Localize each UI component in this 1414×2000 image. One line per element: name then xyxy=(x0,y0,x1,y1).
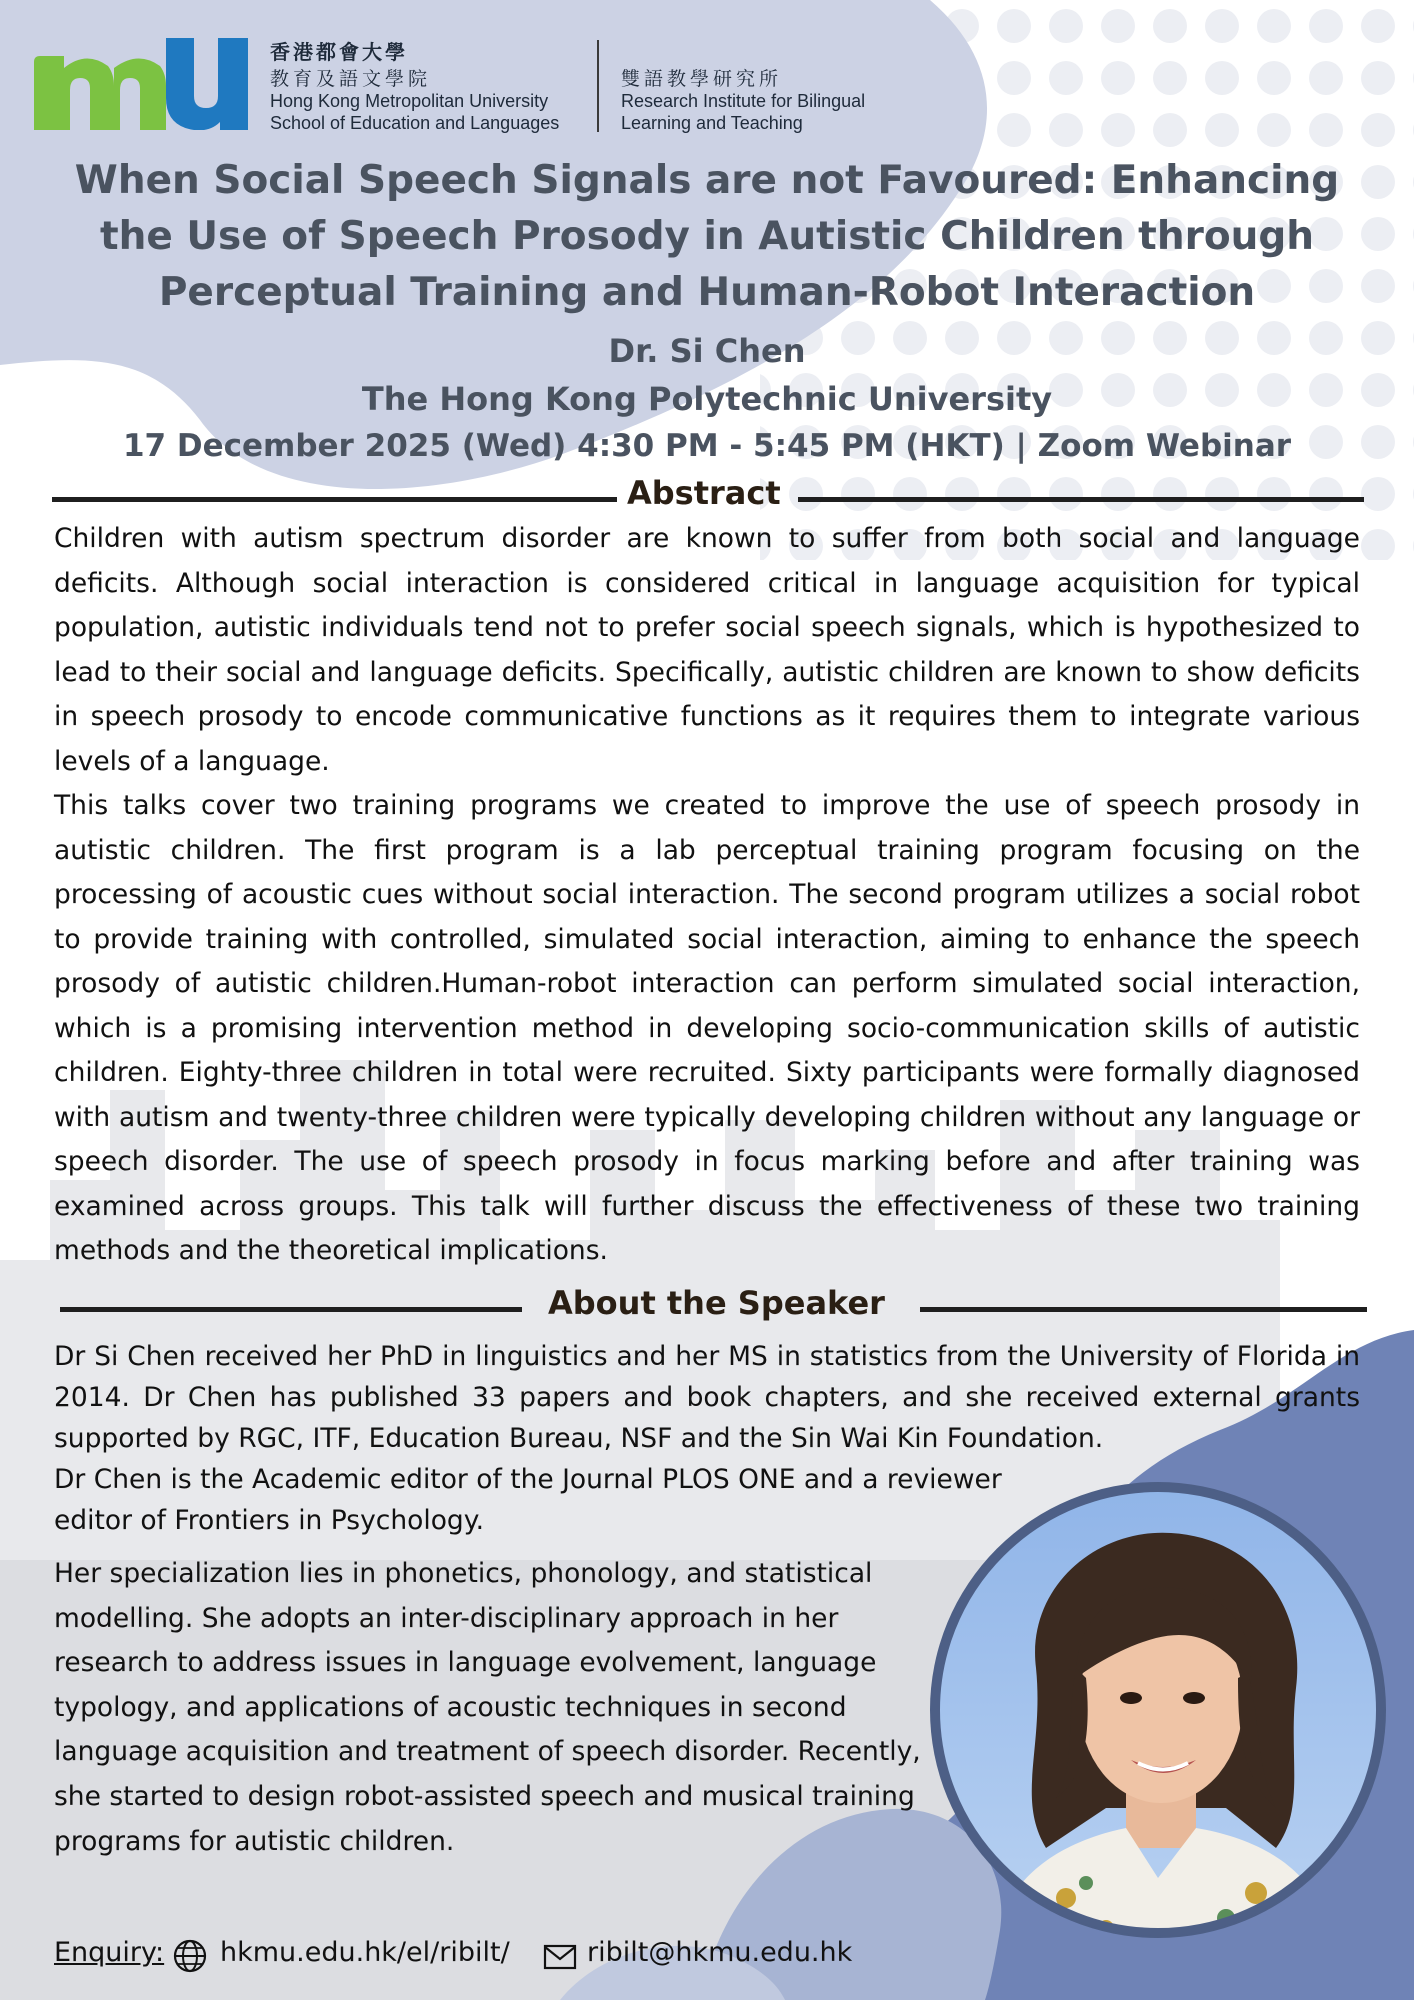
enquiry-label: Enquiry: xyxy=(54,1937,165,1968)
institute-name-en-line1: Research Institute for Bilingual xyxy=(621,91,866,111)
school-name-en: School of Education and Languages xyxy=(270,113,560,133)
speaker-bio-paragraph-2: Dr Chen is the Academic editor of the Journal PLOS ONE and a reviewer editor of Frontiers in Psychology. xyxy=(54,1464,1002,1536)
university-name-cn: 香港都會大學 xyxy=(270,40,408,64)
hkmu-logo-icon xyxy=(34,38,249,130)
event-title: When Social Speech Signals are not Favoured: Enhancing the Use of Speech Prosody in Autistic Children through Perceptual Training and Human-Robot Interaction xyxy=(74,158,1340,315)
speaker-bio-paragraph-3: Her specialization lies in phonetics, phonology, and statistical modelling. She adopts an inter-disciplinary approach in her research to address issues in language evolvement, language typology, and applications of acoustic techniques in second language acquisition and treatment of speech disorder. Recently, she started to design robot-assisted speech and musical training programs for autistic children. xyxy=(54,1558,921,1857)
speaker-name: Dr. Si Chen xyxy=(608,332,806,370)
institute-name-en-line2: Learning and Teaching xyxy=(621,113,803,133)
university-name-en: Hong Kong Metropolitan University xyxy=(270,91,549,111)
abstract-heading: Abstract xyxy=(627,474,781,512)
speaker-rule-left xyxy=(60,1307,522,1312)
speaker-affiliation: The Hong Kong Polytechnic University xyxy=(361,380,1053,418)
speaker-heading: About the Speaker xyxy=(548,1284,885,1322)
speaker-bio-paragraph-1: Dr Si Chen received her PhD in linguistics and her MS in statistics from the University of Florida in 2014. Dr Chen has published 33 papers and book chapters, and she received external grants supported by RGC, ITF, Education Bureau, NSF and the Sin Wai Kin Foundation. xyxy=(54,1341,1360,1454)
email-link[interactable]: ribilt@hkmu.edu.hk xyxy=(587,1937,853,1968)
envelope-icon xyxy=(543,1944,577,1970)
header-divider xyxy=(597,40,599,132)
abstract-rule-right xyxy=(798,497,1364,502)
school-name-cn: 教育及語文學院 xyxy=(270,68,432,90)
globe-icon xyxy=(172,1938,208,1974)
institute-name-cn: 雙語教學研究所 xyxy=(621,68,783,90)
abstract-rule-left xyxy=(52,497,617,502)
website-link[interactable]: hkmu.edu.hk/el/ribilt/ xyxy=(220,1937,510,1968)
abstract-paragraph-2: This talks cover two training programs we created to improve the use of speech prosody in autistic children. The first program is a lab perceptual training program focusing on the processing of acoustic cues without social interaction. The second program utilizes a social robot to provide training with controlled, simulated social interaction, aiming to enhance the speech prosody of autistic children.Human-robot interaction can perform simulated social interaction, which is a promising intervention method in developing socio-communication skills of autistic children. Eighty-three children in total were recruited. Sixty participants were formally diagnosed with autism and twenty-three children were typically developing children without any language or speech disorder. The use of speech prosody in focus marking before and after training was examined across groups. This talk will further discuss the effectiveness of these two training methods and the theoretical implications. xyxy=(54,790,1360,1266)
speaker-rule-right xyxy=(920,1307,1367,1312)
abstract-paragraph-1: Children with autism spectrum disorder are known to suffer from both social and language deficits. Although social interaction is considered critical in language acquisition for typical population, autistic individuals tend not to prefer social speech signals, which is hypothesized to lead to their social and language deficits. Specifically, autistic children are known to show deficits in speech prosody to encode communicative functions as it requires them to integrate various levels of a language. xyxy=(54,523,1360,777)
abstract-body xyxy=(54,517,1360,1274)
speaker-photo xyxy=(926,1478,1390,1942)
event-datetime: 17 December 2025 (Wed) 4:30 PM - 5:45 PM (HKT) | Zoom Webinar xyxy=(122,428,1292,464)
